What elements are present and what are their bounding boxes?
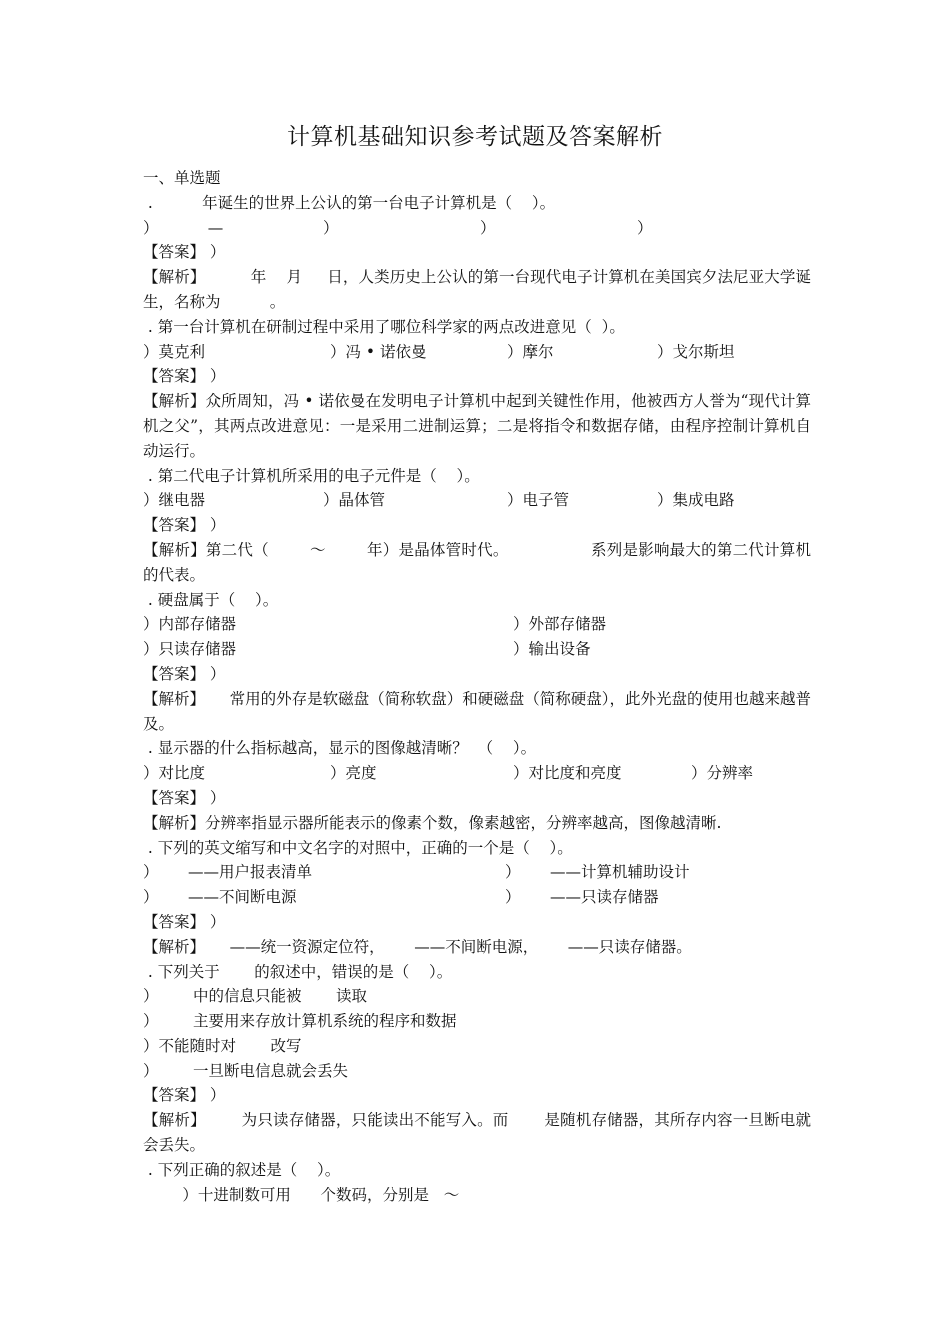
question-4-options-row-1 [143, 612, 811, 637]
document-title: 计算机基础知识参考试题及答案解析 [287, 124, 663, 150]
question-2: . 第一台计算机在研制过程中采用了哪位科学家的两点改进意见（ ）。 [143, 317, 625, 336]
question-5-options [143, 761, 811, 786]
explanation-3: 【解析】第二代（ ～ 年）是晶体管时代。 系列是影响最大的第二代计算机的代表。 [143, 540, 811, 584]
option-b: ）亮度 [330, 764, 377, 783]
option-d: ）戈尔斯坦 [657, 342, 735, 361]
question-1: . 年诞生的世界上公认的第一台电子计算机是（ ）。 [143, 193, 556, 212]
explanation-5: 【解析】分辨率指显示器所能表示的像素个数，像素越密，分辨率越高，图像越清晰. [143, 813, 722, 832]
question-2-options [143, 340, 811, 365]
option-b: ） [323, 218, 339, 237]
question-6-options-row-2 [143, 885, 811, 910]
answer-5: 【答案】 ） [143, 788, 226, 807]
option-a: ） 中的信息只能被 读取 [143, 987, 367, 1006]
option-d: ） [637, 218, 653, 237]
question-1-options [143, 216, 811, 241]
option-a: ）内部存储器 [143, 615, 237, 634]
question-3-options [143, 488, 811, 513]
option-c: ）不能随时对 改写 [143, 1036, 302, 1055]
option-d: ） ——只读存储器 [505, 888, 659, 907]
answer-6: 【答案】 ） [143, 912, 226, 931]
option-d: ） 一旦断电信息就会丢失 [143, 1061, 348, 1080]
option-c: ）只读存储器 [143, 640, 237, 659]
question-8: . 下列正确的叙述是（ ）。 [143, 1160, 341, 1179]
document-body [143, 166, 811, 1207]
answer-3: 【答案】 ） [143, 516, 226, 535]
question-6-options-row-1 [143, 860, 811, 885]
option-b: ）晶体管 [323, 491, 386, 510]
question-6: . 下列的英文缩写和中文名字的对照中，正确的一个是（ ）。 [143, 838, 573, 857]
option-a: ） — [143, 218, 224, 237]
question-7: . 下列关于 的叙述中，错误的是（ ）。 [143, 962, 453, 981]
option-c: ）对比度和亮度 [513, 764, 622, 783]
option-b: ） ——计算机辅助设计 [505, 863, 690, 882]
question-4: . 硬盘属于（ ）。 [143, 590, 279, 609]
option-d: ）输出设备 [513, 640, 591, 659]
option-a: ）继电器 [143, 491, 206, 510]
option-d: ）分辨率 [691, 764, 754, 783]
question-4-options-row-2 [143, 637, 811, 662]
option-c: ） ——不间断电源 [143, 888, 297, 907]
explanation-2: 【解析】众所周知，冯 • 诺依曼在发明电子计算机中起到关键性作用，他被西方人誉为“现代计算机之父”，其两点改进意见：一是采用二进制运算；二是将指令和数据存储，由程序控制计算机自动运行。 [143, 392, 811, 460]
option-b: ）外部存储器 [513, 615, 607, 634]
option-a: ）对比度 [143, 764, 206, 783]
option-a: ）莫克利 [143, 342, 206, 361]
option-b: ）冯 • 诺依曼 [330, 342, 427, 361]
explanation-1: 【解析】 年 月 日，人类历史上公认的第一台现代电子计算机在美国宾夕法尼亚大学诞生，名称为 。 [143, 268, 811, 311]
option-a: ）十进制数可用 个数码，分别是 ～ [143, 1185, 460, 1204]
option-c: ）电子管 [507, 491, 570, 510]
explanation-6: 【解析】 ——统一资源定位符， ——不间断电源， ——只读存储器。 [143, 937, 692, 956]
option-d: ）集成电路 [657, 491, 735, 510]
question-5: . 显示器的什么指标越高，显示的图像越清晰？ （ ）。 [143, 739, 537, 758]
answer-2: 【答案】 ） [143, 367, 226, 386]
answer-4: 【答案】 ） [143, 664, 226, 683]
explanation-4: 【解析】 常用的外存是软磁盘（简称软盘）和硬磁盘（简称硬盘），此外光盘的使用也越来越普及。 [143, 689, 811, 733]
option-c: ）摩尔 [507, 342, 554, 361]
explanation-7: 【解析】 为只读存储器，只能读出不能写入。而 是随机存储器，其所存内容一旦断电就会丢失。 [143, 1111, 811, 1155]
section-heading: 一、单选题 [143, 169, 221, 187]
option-c: ） [480, 218, 496, 237]
answer-1: 【答案】 ） [143, 243, 226, 262]
question-3: . 第二代电子计算机所采用的电子元件是（ ）。 [143, 466, 480, 485]
option-a: ） ——用户报表清单 [143, 863, 313, 882]
option-b: ） 主要用来存放计算机系统的程序和数据 [143, 1012, 457, 1031]
answer-7: 【答案】 ） [143, 1086, 226, 1105]
